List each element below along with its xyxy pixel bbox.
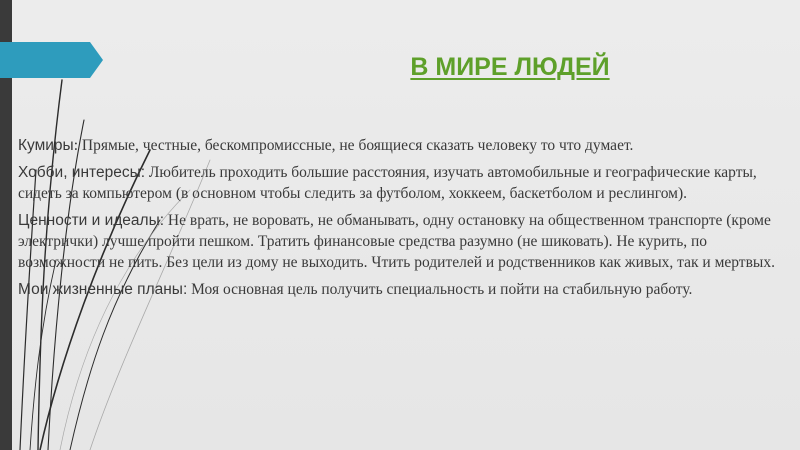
slide-title: В МИРЕ ЛЮДЕЙ xyxy=(410,53,610,81)
plans-label: Мои жизненные планы xyxy=(18,281,183,298)
hobbies-label: Хобби, интересы xyxy=(18,164,141,181)
title-accent-tab xyxy=(0,42,103,78)
idols-label: Кумиры xyxy=(18,137,74,154)
paragraph-plans xyxy=(18,279,778,300)
hobbies-colon: : xyxy=(140,164,146,181)
slide-body xyxy=(18,135,778,306)
values-label: Ценности и идеалы xyxy=(18,212,160,229)
paragraph-idols xyxy=(18,135,778,156)
values-text: Не врать, не воровать, не обманывать, одну остановку на общественном транспорте (кроме электрички) лучше пройти пешком. Тратить финансовые средства разумно (не шиковать). Не курить, по возможности не пить. Без цели из дому не выходить. Чтить родителей и родственников как живых, так и мертвых. xyxy=(18,212,775,271)
plans-text: Моя основная цель получить специальность и пойти на стабильную работу. xyxy=(187,281,693,298)
hobbies-text: Любитель проходить большие расстояния, изучать автомобильные и географические карты, сидеть за компьютером (в основном чтобы следить за футболом, хоккеем, баскетболом и реслингом). xyxy=(18,164,757,202)
idols-colon: : xyxy=(73,137,78,154)
idols-text: Прямые, честные, бескомпромиссные, не боящиеся сказать человеку то что думает. xyxy=(78,137,634,154)
plans-colon: : xyxy=(182,281,188,298)
paragraph-hobbies xyxy=(18,162,778,204)
paragraph-values xyxy=(18,210,778,273)
values-colon: : xyxy=(159,212,165,229)
